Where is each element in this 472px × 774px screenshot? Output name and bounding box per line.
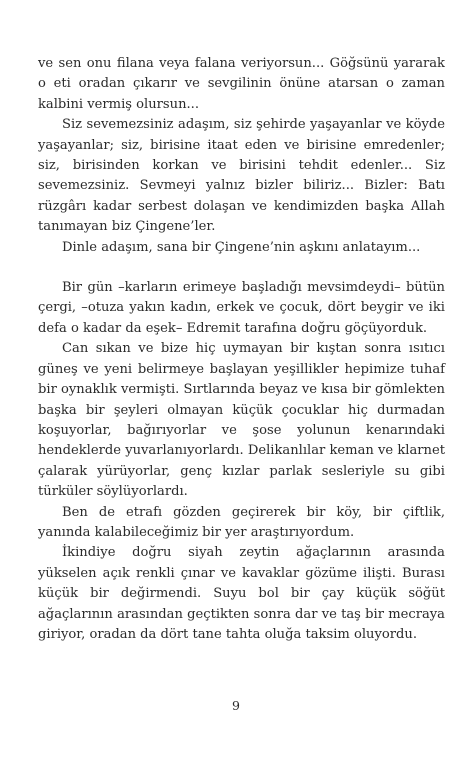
paragraph: ve sen onu filana veya falana veriyorsun... Göğsünü yararak o eti oradan çıkarır ve sevgilinin önüne atarsan o zaman kalbini vermiş olursun... bbox=[38, 56, 445, 112]
page-number: 9 bbox=[232, 698, 240, 713]
paragraph: Dinle adaşım, sana bir Çingene’nin aşkını anlatayım... bbox=[62, 239, 421, 255]
paragraph: Ben de etrafı gözden geçirerek bir köy, bir çiftlik, yanında kalabileceğimiz bir yer araştırıyordum. bbox=[38, 504, 445, 540]
book-page-text bbox=[38, 54, 445, 645]
section-break bbox=[38, 258, 445, 278]
paragraph: İkindiye doğru siyah zeytin ağaçlarının arasında yükselen açık renkli çınar ve kavaklar gözüme ilişti. Burası küçük bir değirmendi. Suyu bol bir çay küçük söğüt ağaçlarının arasından geçtikten sonra dar ve taş bir mecraya giriyor, oradan da dört tane tahta oluğa taksim oluyordu. bbox=[38, 545, 445, 642]
paragraph: Siz sevemezsiniz adaşım, siz şehirde yaşayanlar ve köyde yaşayanlar; siz, birisine itaat eden ve birisine emredenler; siz, birisinden korkan ve birisini tehdit edenler... Siz sevemezsiniz. Sevmeyi yalnız bizler biliriz... Bizler: Batı rüzgârı kadar serbest dolaşan ve kendimizden başka Allah tanımayan biz Çingene’ler. bbox=[38, 117, 445, 235]
paragraph: Bir gün –karların erimeye başladığı mevsimdeydi– bütün çergi, –otuza yakın kadın, erkek ve çocuk, dört beygir ve iki defa o kadar da eşek– Edremit tarafına doğru göçüyorduk. bbox=[38, 280, 445, 336]
paragraph: Can sıkan ve bize hiç uymayan bir kıştan sonra ısıtıcı güneş ve yeni belirmeye başlayan yeşillikler hepimize tuhaf bir oynaklık vermişti. Sırtlarında beyaz ve kısa bir gömlekten başka bir şeyleri olmayan küçük çocuklar hiç durmadan koşuyorlar, bağırıyorlar ve şose yolunun kenarındaki hendeklerde yuvarlanıyorlardı. Delikanlılar keman ve klarnet çalarak yürüyorlar, genç kızlar parlak sesleriyle su gibi türküler söylüyorlardı. bbox=[38, 341, 445, 500]
